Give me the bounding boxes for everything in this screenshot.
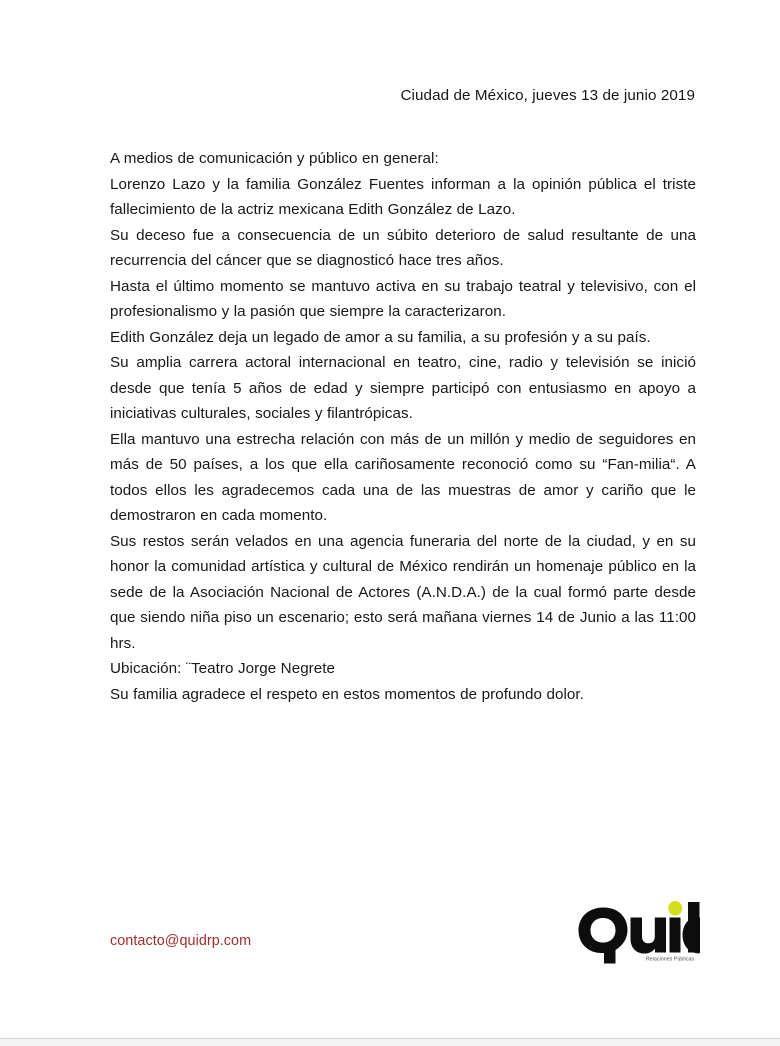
quid-logo bbox=[574, 900, 700, 966]
paragraph-carrera: Su amplia carrera actoral internacional en teatro, cine, radio y televisión se inició desde que tenía 5 años de edad y siempre participó con entusiasmo en apoyo a iniciativas culturales, sociales y filantrópicas. bbox=[110, 354, 696, 422]
quid-logo-graphic bbox=[574, 900, 700, 966]
bottom-band bbox=[0, 1039, 780, 1046]
letter-body bbox=[110, 146, 696, 707]
paragraph-intro: Lorenzo Lazo y la familia González Fuentes informan a la opinión pública el triste fallecimiento de la actriz mexicana Edith González de Lazo. bbox=[110, 175, 696, 218]
logo-letter-u bbox=[631, 918, 667, 954]
contact-email-link[interactable]: contacto@quidrp.com bbox=[110, 933, 252, 949]
dateline-text: Ciudad de México, jueves 13 de junio 2019 bbox=[400, 87, 695, 104]
logo-accent-dot bbox=[668, 901, 682, 916]
paragraph-hasta: Hasta el último momento se mantuvo activa en su trabajo teatral y televisivo, con el profesionalismo y la pasión que siempre la caracterizaron. bbox=[110, 277, 696, 320]
dateline bbox=[110, 87, 695, 105]
logo-tagline: Relaciones Públicas bbox=[646, 956, 695, 963]
paragraph-restos: Sus restos serán velados en una agencia funeraria del norte de la ciudad, y en su honor la comunidad artística y cultural de México rendirán un homenaje público en la sede de la Asociación Nacional de Actores (A.N.D.A.) de la cual formó parte desde que siendo niña piso un escenario; esto será mañana viernes 14 de Junio a las 11:00 hrs. bbox=[110, 532, 696, 652]
salutation-paragraph: A medios de comunicación y público en general: bbox=[110, 150, 439, 167]
paragraph-legado: Edith González deja un legado de amor a su familia, a su profesión y a su país. bbox=[110, 328, 651, 346]
paragraph-ubicacion: Ubicación: ¨Teatro Jorge Negrete bbox=[110, 660, 336, 677]
logo-letter-d bbox=[683, 902, 701, 954]
logo-letter-q bbox=[579, 908, 628, 964]
paragraph-gracias: Su familia agradece el respeto en estos momentos de profundo dolor. bbox=[110, 685, 584, 703]
paragraph-seguidores: Ella mantuvo una estrecha relación con más de un millón y medio de seguidores en más de 50 países, a los que ella cariñosamente reconoció como su “Fan-milia“. A todos ellos les agradecemos cada una de las muestras de amor y cariño que le demostraron en cada momento. bbox=[110, 430, 696, 524]
paragraph-deceso: Su deceso fue a consecuencia de un súbito deterioro de salud resultante de una recurrencia del cáncer que se diagnosticó hace tres años. bbox=[110, 226, 696, 269]
logo-letter-i bbox=[670, 918, 681, 953]
